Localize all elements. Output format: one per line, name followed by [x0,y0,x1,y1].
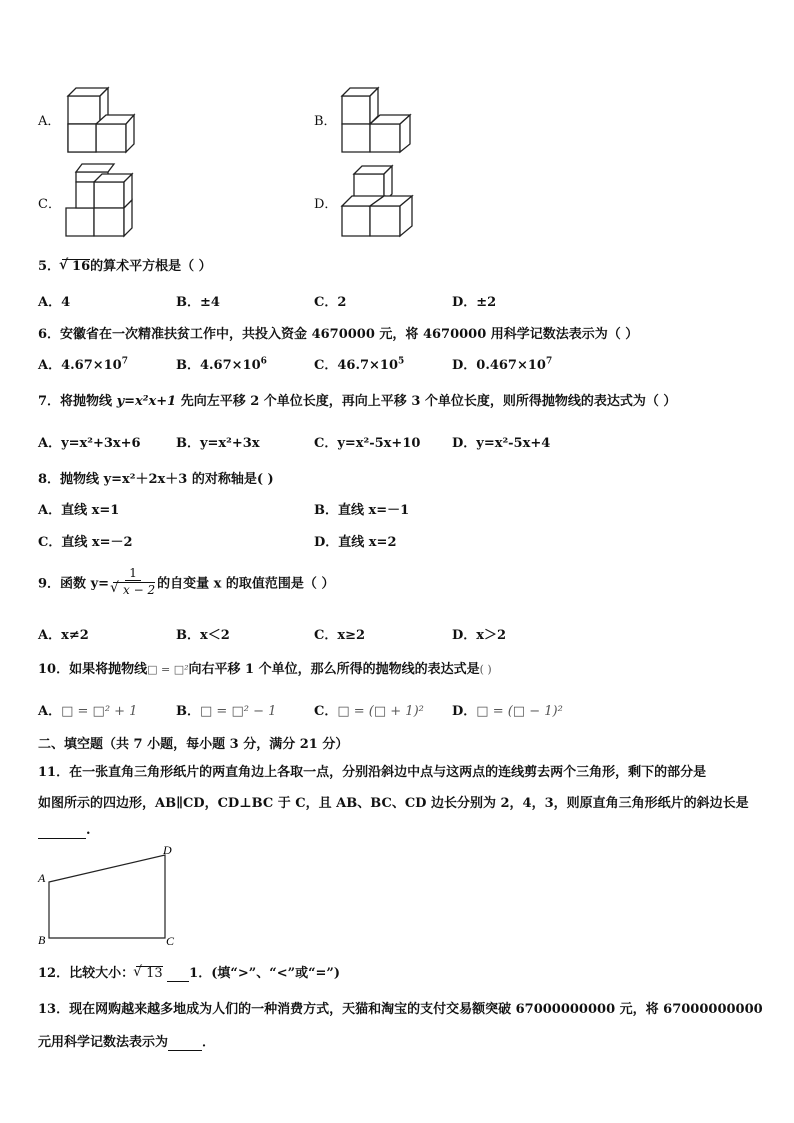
q11-label-d: D [163,843,172,857]
q6-option-d-exp: 7 [545,356,553,367]
q7-post: 先向左平移 2 个单位长度，再向上平移 3 个单位长度，则所得抛物线的表达式为（ ） [176,394,677,409]
q4-option-d-label: D． [314,197,338,212]
q10-option-b-expr: □ = □² − 1 [200,704,277,719]
q8-option-b: B．直线 x=－1 [314,503,410,518]
q4-option-a-label: A． [38,114,61,129]
q7-option-b: B．y=x²+3x [176,436,260,451]
q6-stem: 6．安徽省在一次精准扶贫工作中，共投入资金 4670000 元，将 4670000 用科学记数法表示为（ ） [38,327,639,342]
q8-option-d: D．直线 x=2 [314,535,397,550]
q9-numerator: 1 [125,566,141,581]
q10-option-c-label: C． [314,704,338,719]
q10-option-c [314,700,424,719]
q10-post: 向右平移 1 个单位，那么所得的抛物线的表达式是 [188,662,480,677]
q11-line2: 如图所示的四边形，AB∥CD，CD⊥BC 于 C，且 AB、BC、CD 边长分别为 2，4，3，则原直角三角形纸片的斜边长是 [38,796,749,811]
q11-end: . [86,823,91,838]
q7-option-a: A．y=x²+3x+6 [38,436,141,451]
q6-option-d-base: D．0.467×10 [452,358,546,373]
q10-option-a-expr: □ = □² + 1 [61,704,138,719]
q11-label-b: B [38,933,46,947]
q4-figure-a [64,82,144,161]
q8-stem: 8．抛物线 y=x²＋2x＋3 的对称轴是( ) [38,472,274,487]
q7-option-d: D．y=x²-5x+4 [452,436,551,451]
q10-option-c-expr: □ = (□ + 1)² [337,704,424,719]
q7-expr: y=x²x+1 [116,394,177,409]
q5-number: 5． [38,259,61,274]
q13-end: ． [202,1035,216,1050]
q9-stem [38,566,334,598]
q12-post: 1．(填“>”、“<”或“=”) [189,966,341,981]
q10-option-b [176,700,276,719]
q9-option-a: A．x≠2 [38,628,89,643]
q9-den-sqrt: √ x − 2 [113,582,155,597]
q4-figure-c [64,162,144,244]
q11-answer-blank[interactable] [38,823,86,839]
q5-sqrt: √ 16 [62,259,90,274]
q6-option-c [314,354,404,373]
q9-option-d: D．x＞2 [452,628,507,643]
q9-pre: 9．函数 y= [38,576,110,592]
q10-option-a [38,700,137,719]
q9-option-c: C．x≥2 [314,628,366,643]
q8-option-c: C．直线 x=－2 [38,535,133,550]
q6-option-a-exp: 7 [121,356,128,367]
q10-option-a-label: A． [38,704,62,719]
q13-line2-text: 元用科学记数法表示为 [38,1035,169,1050]
q8-option-a: A．直线 x=1 [38,503,120,518]
q7-stem [38,390,676,409]
q10-option-d-expr: □ = (□ − 1)² [476,704,563,719]
q4-option-b-label: B． [314,114,337,129]
q10-pre: 10．如果将抛物线 [38,662,148,677]
q12-pre: 12．比较大小： [38,966,135,981]
q9-post: 的自变量 x 的取值范围是（ ） [157,576,335,592]
q4-figure-d [340,162,420,244]
q10-stem [38,658,492,677]
q11-label-c: C [166,934,175,948]
section-2-heading: 二、填空题（共 7 小题，每小题 3 分，满分 21 分） [38,737,349,752]
q4-option-c-label: C． [38,197,61,212]
q10-option-b-label: B． [176,704,200,719]
q10-expr: □ = □² [147,663,189,676]
q11-answer-line [38,823,91,839]
q11-quadrilateral [49,855,165,938]
q7-option-c: C．y=x²-5x+10 [314,436,421,451]
q5-option-c: C．2 [314,295,347,310]
q5-text: 的算术平方根是（ ） [90,259,212,274]
q13-line2 [38,1031,215,1051]
q9-option-b: B．x＜2 [176,628,230,643]
q11-line1: 11．在一张直角三角形纸片的两直角边上各取一点，分别沿斜边中点与这两点的连线剪去两个三角形，剩下的部分是 [38,765,707,780]
q12-stem [38,962,340,982]
q6-option-b-base: B．4.67×10 [176,358,261,373]
q9-denominator [111,581,155,598]
q7-pre: 7．将抛物线 [38,394,117,409]
q9-fraction [111,566,155,598]
q4-figure-b [340,82,420,161]
q11-quadrilateral-figure [36,842,186,954]
q10-option-d-label: D． [452,704,477,719]
q5-stem [38,255,212,274]
q11-label-a: A [38,871,46,885]
q6-option-b [176,354,267,373]
q6-option-a-base: A．4.67×10 [38,358,122,373]
q13-line1: 13．现在网购越来越多地成为人们的一种消费方式，天猫和淘宝的支付交易额突破 67000000000 元，将 67000000000 [38,1002,763,1017]
q6-option-d [452,354,552,373]
q12-answer-blank[interactable] [167,966,189,982]
q6-option-b-exp: 6 [260,356,267,367]
q6-option-c-base: C．46.7×10 [314,358,398,373]
q5-option-b: B．±4 [176,295,220,310]
q13-answer-blank[interactable] [168,1035,202,1051]
q10-paren: ( ) [479,663,492,676]
q5-option-a: A．4 [38,295,71,310]
q6-option-c-exp: 5 [398,356,405,367]
q5-option-d: D．±2 [452,295,497,310]
q12-sqrt: √ 13 [136,966,163,981]
q6-option-a [38,354,128,373]
q10-option-d [452,700,563,719]
